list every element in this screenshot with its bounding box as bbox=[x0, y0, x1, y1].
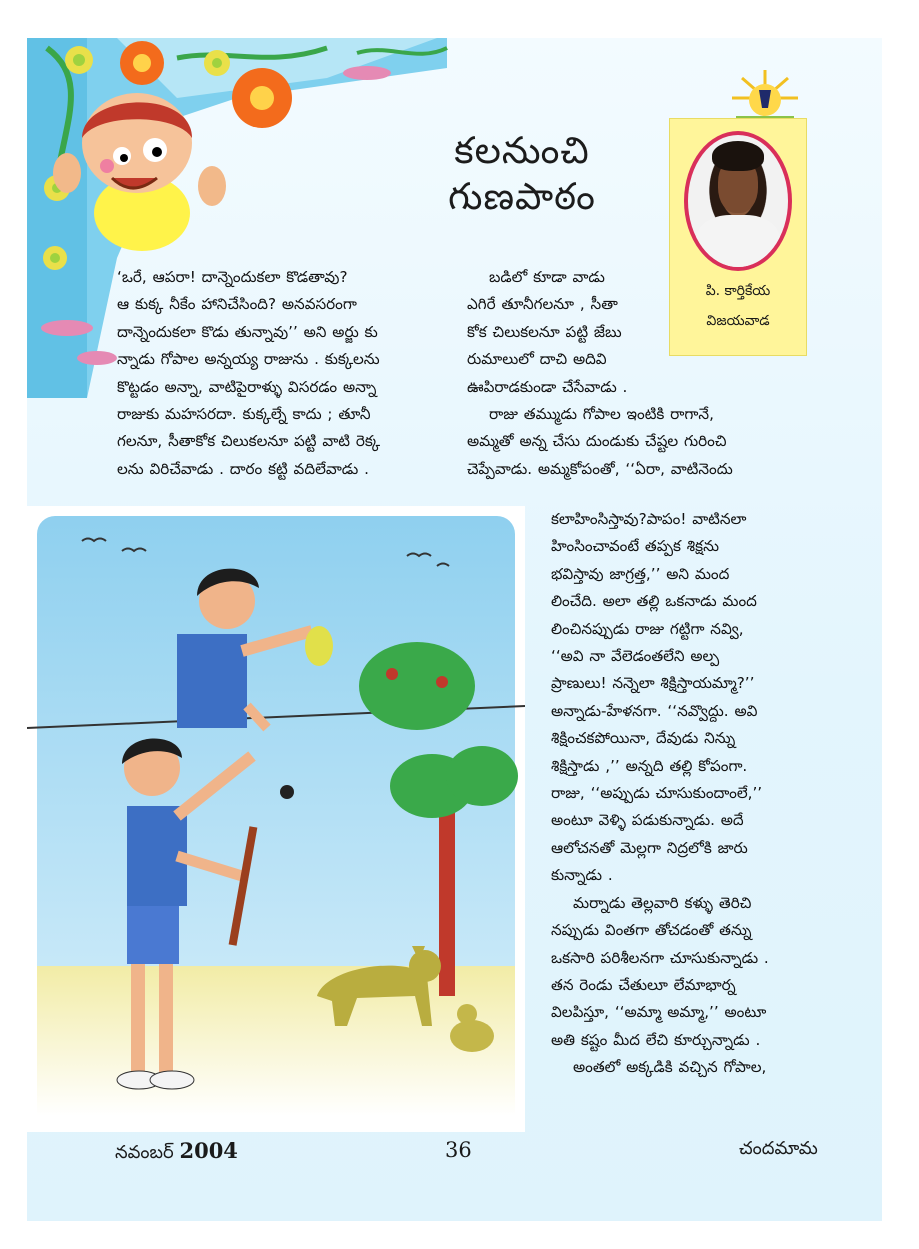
paragraph-line: కొట్టడం అన్నా, వాటిపైరాళ్ళు విసరడం అన్నా bbox=[117, 377, 377, 396]
paragraph-line: హింసించావంటే తప్పక శిక్షను bbox=[551, 537, 719, 556]
paragraph-line: అన్నాడు-హేళనగా. ‘‘నవ్వొద్దు. అవి bbox=[551, 701, 758, 720]
sun-emblem-icon bbox=[730, 68, 800, 124]
paragraph-line: ఎగిరే తూనీగలనూ , సీతా bbox=[467, 295, 618, 314]
paragraph-line: కలాహింసిస్తావు?పాపం! వాటినలా bbox=[551, 510, 747, 528]
paragraph-line: రాజు, ‘‘అప్పుడు చూసుకుందాంలే,’’ bbox=[551, 784, 763, 803]
story-illustration bbox=[27, 506, 525, 1132]
paragraph-line: విలపిస్తూ, ‘‘అమ్మా అమ్మా,’’ అంటూ bbox=[551, 1003, 767, 1022]
paragraph-line: రాజుకు మహసరదా. కుక్కల్నే కాదు ; తూనీ bbox=[117, 405, 371, 424]
paragraph-line: కున్నాడు . bbox=[551, 866, 613, 885]
paragraph-line: కోక చిలుకలనూ పట్టి జేబు bbox=[467, 322, 622, 341]
paragraph-line: అతి కష్టం మీద లేచి కూర్చున్నాడు . bbox=[551, 1030, 761, 1049]
title-line-2: గుణపాఠం bbox=[448, 175, 596, 218]
paragraph-line: ఆ కుక్క నీకేం హానిచేసింది? అనవసరంగా bbox=[117, 295, 357, 314]
paragraph-line: బడిలో కూడా వాడు bbox=[489, 268, 605, 286]
paragraph-line: తన రెండు చేతులూ లేమాభార్న bbox=[551, 975, 736, 994]
magazine-page bbox=[27, 38, 882, 1221]
footer-issue-date bbox=[115, 1138, 238, 1167]
paragraph-line: గలనూ, సీతాకోక చిలుకలనూ పట్టి వాటి రెక్క bbox=[117, 432, 381, 451]
paragraph-line: అంతలో అక్కడికి వచ్చిన గోపాల, bbox=[573, 1058, 767, 1077]
paragraph-line: ‘ఒరే, ఆపరా! దాన్నెందుకలా కొడతావు? bbox=[117, 268, 348, 286]
paragraph-line: శిక్షించకపోయినా, దేవుడు నిన్ను bbox=[551, 729, 736, 748]
page-footer bbox=[27, 1138, 882, 1168]
paragraph-line: మర్నాడు తెల్లవారి కళ్ళు తెరిచి bbox=[573, 893, 752, 912]
paragraph-line: లను విరిచేవాడు . దారం కట్టి వదిలేవాడు . bbox=[117, 459, 369, 478]
footer-year: 2004 bbox=[179, 1138, 238, 1163]
author-photo bbox=[684, 131, 792, 271]
magazine-name: చందమామ bbox=[739, 1138, 818, 1159]
paragraph-line: న్నాడు గోపాల అన్నయ్య రాజును . కుక్కలను bbox=[117, 350, 380, 369]
author-name: పి. కార్తికేయ bbox=[705, 283, 771, 299]
paragraph-line: ‘‘అవి నా వేలెడంతలేని అల్ప bbox=[551, 647, 720, 666]
paragraph-line: శిక్షిస్తాడు ,’’ అన్నది తల్లి కోపంగా. bbox=[551, 756, 748, 775]
paragraph-line: రుమాలులో దాచి అదివి bbox=[467, 350, 607, 369]
text-column-2 bbox=[467, 264, 817, 483]
story-title bbox=[417, 128, 627, 220]
author-city: విజయవాడ bbox=[706, 313, 770, 329]
paragraph-line: ప్రాణులు! నన్నెలా శిక్షిస్తాయమ్మా?’’ bbox=[551, 674, 755, 693]
page-number: 36 bbox=[445, 1138, 472, 1162]
paragraph-line: లించినప్పుడు రాజు గట్టిగా నవ్వి, bbox=[551, 619, 744, 638]
paragraph-line: రాజు తమ్ముడు గోపాల ఇంటికి రాగానే, bbox=[489, 405, 714, 424]
paragraph-line: నప్పుడు వింతగా తోచడంతో తన్ను bbox=[551, 921, 752, 940]
text-column-3 bbox=[551, 506, 819, 1082]
paragraph-line: ఒకసారి పరిశీలనగా చూసుకున్నాడు . bbox=[551, 948, 769, 967]
paragraph-line: దాన్నెందుకలా కొడు తున్నావు’’ అని అర్జు కు bbox=[117, 322, 378, 341]
paragraph-line: అంటూ వెళ్ళి పడుకున్నాడు. అదే bbox=[551, 811, 744, 830]
paragraph-line: లించేది. అలా తల్లి ఒకనాడు మంద bbox=[551, 592, 757, 611]
paragraph-line: ఊపిరాడకుండా చేసేవాడు . bbox=[467, 377, 628, 396]
paragraph-line: చెప్పేవాడు. అమ్మకోపంతో, ‘‘ఏరా, వాటినెందు bbox=[467, 459, 733, 478]
paragraph-line: ఆలోచనతో మెల్లగా నిద్రలోకి జారు bbox=[551, 838, 748, 857]
text-column-1 bbox=[117, 264, 473, 483]
footer-month: నవంబర్ bbox=[115, 1142, 174, 1163]
paragraph-line: అమ్మతో అన్న చేసు దుండుకు చేష్టల గురించి bbox=[467, 432, 727, 451]
paragraph-line: భవిస్తావు జాగ్రత్త,’’ అని మంద bbox=[551, 564, 730, 583]
title-line-1: కలనుంచి bbox=[454, 129, 590, 172]
